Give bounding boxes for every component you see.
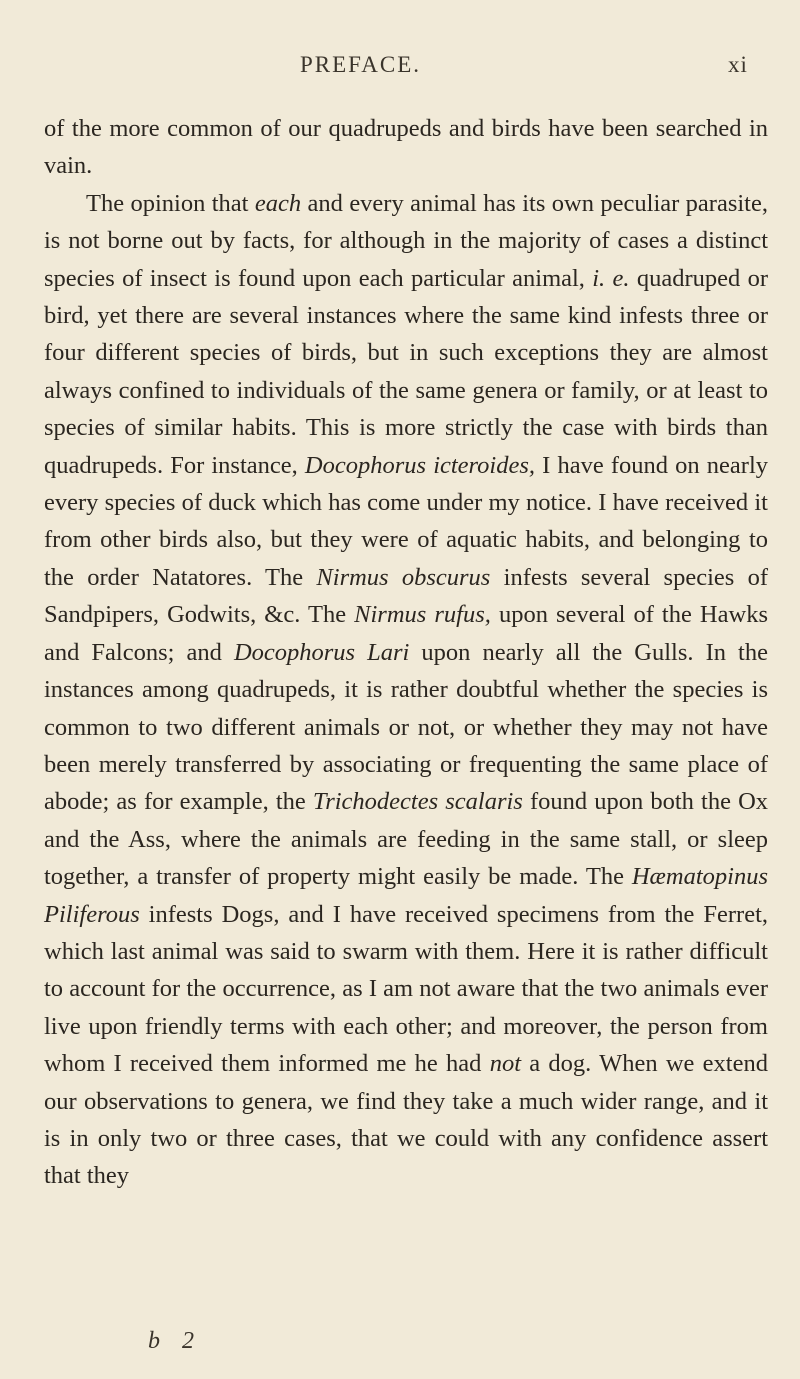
text-run: upon several of the Hawks and Falcons; and	[44, 601, 768, 666]
italic-run: i. e.	[592, 264, 630, 292]
text-run: quadruped or bird, yet there are several instances where the same kind infests three or four different species of birds, but in such exceptions they are almost always confined to individuals of the same genera or family, or at least to species of similar habits. This is more strictly the case with birds than quadrupeds. For instance,	[44, 264, 768, 479]
species-name: Nirmus obscurus	[316, 563, 491, 591]
page-header	[0, 52, 800, 88]
text-run: infests several species of Sandpipers, Godwits, &c. The	[44, 563, 769, 629]
paragraph-continuation: of the more common of our quadrupeds and birds have been searched in vain.	[44, 115, 768, 180]
species-name: Trichodectes scalaris	[312, 788, 523, 816]
text-run: found upon both the Ox and the Ass, where the animals are feeding in the same stall, or sleep together, a transfer of property might easily be made. The	[44, 788, 769, 891]
text-run: The opinion that	[86, 189, 255, 217]
italic-run: each	[254, 189, 302, 217]
running-head: PREFACE.	[300, 52, 422, 77]
text-run: and every animal has its own peculiar parasite, is not borne out by facts, for although in the majority of cases a distinct species of insect is found upon each particular animal,	[44, 189, 768, 292]
species-name: Hæmatopinus Piliferous	[44, 863, 768, 928]
text-run: infests Dogs, and I have received specimens from the Ferret, which last animal was said to swarm with them. Here it is rather difficult to account for the occurrence, as I am not aware that the two animals ever live upon friendly terms with each other; and moreover, the person from whom I received them informed me he had	[44, 900, 768, 1078]
species-name: Nirmus rufus,	[354, 601, 491, 629]
text-run: upon nearly all the Gulls. In the instances among quadrupeds, it is rather doubtful whether the species is common to two different animals or not, or whether they may not have been merely transferred by associating or frequenting the same place of abode; as for example, the	[44, 638, 768, 816]
species-name: Docophorus icteroides,	[304, 451, 536, 479]
italic-run: not	[489, 1050, 521, 1078]
page-number: xi	[728, 52, 748, 77]
signature-mark: b 2	[148, 1328, 202, 1354]
species-name: Docophorus Lari	[233, 638, 410, 666]
paragraph-opinion	[44, 185, 768, 1195]
text-run: a dog. When we extend our observations to genera, we find they take a much wider range, and it is in only two or three cases, that we could with any confidence assert that they	[44, 1050, 768, 1190]
body-text	[44, 110, 768, 1195]
text-run: I have found on nearly every species of duck which has come under my notice. I have received it from other birds also, but they were of aquatic habits, and belonging to the order Natatores. The	[44, 451, 769, 591]
